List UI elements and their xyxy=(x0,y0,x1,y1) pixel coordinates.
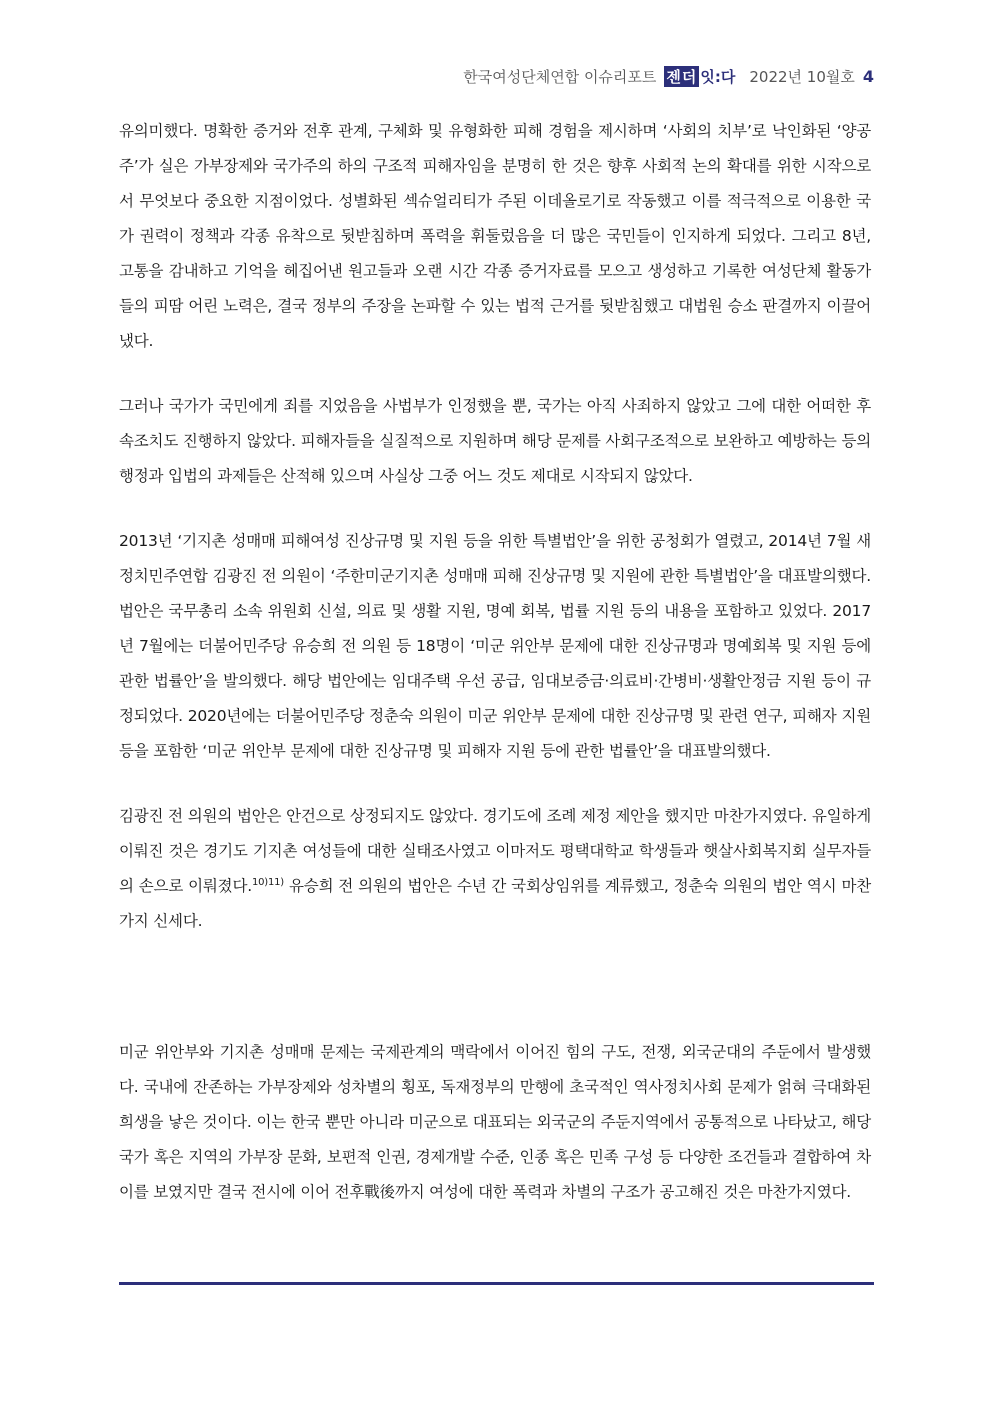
paragraph-5: 미군 위안부와 기지촌 성매매 문제는 국제관계의 맥락에서 이어진 힘의 구도, 전쟁, 외국군대의 주둔에서 발생했다. 국내에 잔존하는 가부장제와 성차별의 횡포, 독재정부의 만행에 초국적인 역사정치사회 문제가 얽혀 극대화된 희생을 낳은 것이다. 이는 한국 뿐만 아니라 미군으로 대표되는 외국군의 주둔지역에서 공통적으로 나타났고, 해당 국가 혹은 지역의 가부장 문화, 보편적 인권, 경제개발 수준, 인종 혹은 민족 구성 등 다양한 조건들과 결합하여 차이를 보였지만 결국 전시에 이어 전후戰後까지 여성에 대한 폭력과 차별의 구조가 공고해진 것은 마찬가지였다. xyxy=(119,1043,871,1201)
brand-part2: 잇:다 xyxy=(700,68,736,86)
paragraph-4-part-b: 유승희 전 의원의 법안은 수년 간 국회상임위를 계류했고, 정춘숙 의원의 법안 역시 마찬가지 신세다. xyxy=(119,877,871,930)
paragraph-2: 그러나 국가가 국민에게 죄를 지었음을 사법부가 인정했을 뿐, 국가는 아직 사죄하지 않았고 그에 대한 어떠한 후속조치도 진행하지 않았다. 피해자들을 실질적으로 지원하며 해당 문제를 사회구조적으로 보완하고 예방하는 등의 행정과 입법의 과제들은 산적해 있으며 사실상 그중 어느 것도 제대로 시작되지 않았다. xyxy=(119,397,871,485)
paragraph-3: 2013년 ‘기지촌 성매매 피해여성 진상규명 및 지원 등을 위한 특별법안’을 위한 공청회가 열렸고, 2014년 7월 새정치민주연합 김광진 전 의원이 ‘주한미군기지촌 성매매 피해 진상규명 및 지원에 관한 특별법안’을 대표발의했다. 법안은 국무총리 소속 위원회 신설, 의료 및 생활 지원, 명예 회복, 법률 지원 등의 내용을 포함하고 있었다. 2017년 7월에는 더불어민주당 유승희 전 의원 등 18명이 ‘미군 위안부 문제에 대한 진상규명과 명예회복 및 지원 등에 관한 법률안’을 발의했다. 해당 법안에는 임대주택 우선 공급, 임대보증금·의료비·간병비·생활안정금 지원 등이 규정되었다. 2020년에는 더불어민주당 정춘숙 의원이 미군 위안부 문제에 대한 진상규명 및 관련 연구, 피해자 지원 등을 포함한 ‘미군 위안부 문제에 대한 진상규명 및 피해자 지원 등에 관한 법률안’을 대표발의했다. xyxy=(119,532,872,760)
header-org: 한국여성단체연합 이슈리포트 xyxy=(463,68,657,86)
page-number: 4 xyxy=(862,67,874,86)
footnote-ref: 10)11) xyxy=(251,876,285,888)
paragraph-1: 유의미했다. 명확한 증거와 전후 관계, 구체화 및 유형화한 피해 경험을 제시하며 ‘사회의 치부’로 낙인화된 ‘양공주’가 실은 가부장제와 국가주의 하의 구조적 피해자임을 분명히 한 것은 향후 사회적 논의 확대를 위한 시작으로서 무엇보다 중요한 지점이었다. 성별화된 섹슈얼리티가 주된 이데올로기로 작동했고 이를 적극적으로 이용한 국가 권력이 정책과 각종 유착으로 뒷받침하며 폭력을 휘둘렀음을 더 많은 국민들이 인지하게 되었다. 그리고 8년, 고통을 감내하고 기억을 헤집어낸 원고들과 오랜 시간 각종 증거자료를 모으고 생성하고 기록한 여성단체 활동가들의 피땀 어린 노력은, 결국 정부의 주장을 논파할 수 있는 법적 근거를 뒷받침했고 대법원 승소 판결까지 이끌어냈다. xyxy=(119,122,872,350)
paragraph-4 xyxy=(119,799,871,939)
document-body xyxy=(119,114,871,1210)
bottom-divider xyxy=(119,1282,874,1285)
page-header xyxy=(463,66,874,87)
header-issue: 2022년 10월호 xyxy=(749,68,855,86)
header-brand-logo xyxy=(664,66,735,87)
paragraph-4-part-a: 김광진 전 의원의 법안은 안건으로 상정되지도 않았다. 경기도에 조례 제정 제안을 했지만 마찬가지였다. 유일하게 이뤄진 것은 경기도 기지촌 여성들에 대한 실태조사였고 이마저도 평택대학교 학생들과 햇살사회복지회 실무자들의 손으로 이뤄졌다. xyxy=(119,807,871,895)
brand-part1: 젠더 xyxy=(666,68,698,86)
